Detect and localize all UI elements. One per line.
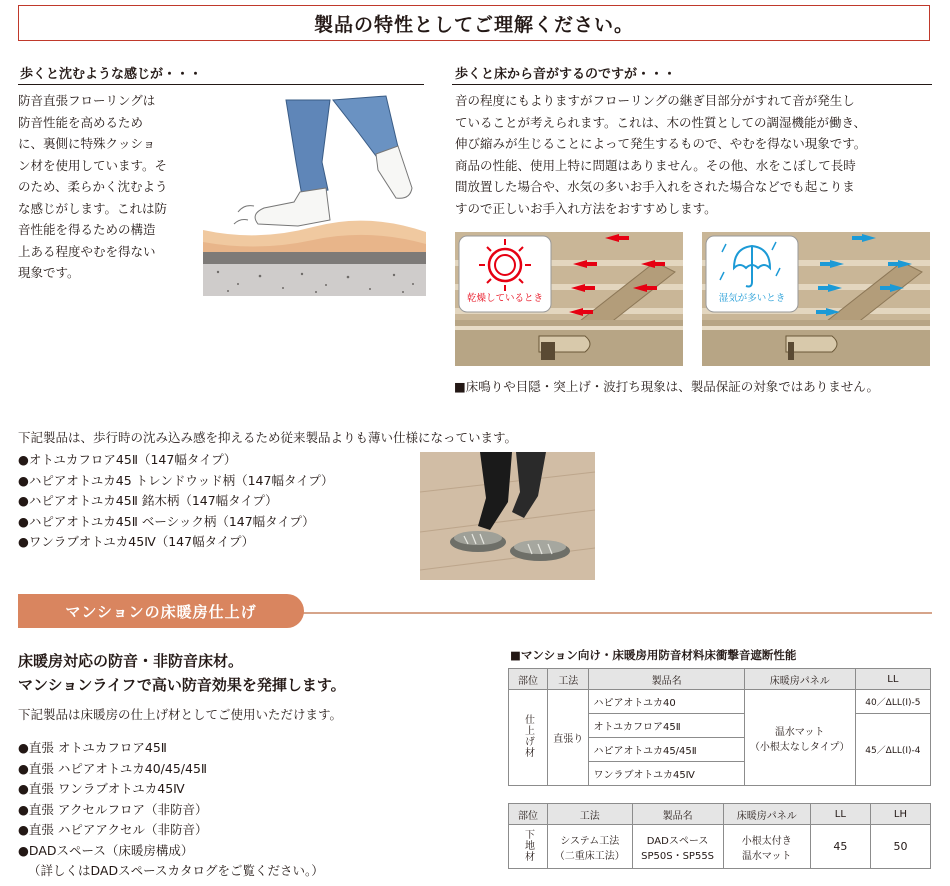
list-item: ●直張 ハピアオトユカ40/45/45Ⅱ (18, 760, 208, 776)
dry-floor-diagram (455, 232, 683, 366)
panel-text: 温水マット (741, 850, 792, 862)
list-item: ●ハピアオトユカ45Ⅱ 銘木柄（147幅タイプ） (18, 493, 278, 508)
header-cell: 部位 (509, 669, 548, 690)
left-line: のため、柔らかく沈むよう (18, 179, 168, 194)
part-cell (509, 825, 548, 869)
top-banner (18, 5, 930, 41)
right-line: 音の程度にもよりますがフローリングの継ぎ目部分がすれて音が発生し (455, 93, 855, 108)
product-text: DADスペース (646, 835, 709, 847)
list-item: ●直張 ハピアアクセル（非防音） (18, 822, 208, 837)
wet-floor-diagram (702, 232, 930, 366)
product-cell (632, 825, 723, 869)
header-cell: 工法 (548, 669, 589, 690)
right-line: 伸び縮みが生じることによって発生するもので、やむを得ない現象です。 (455, 136, 867, 151)
mansion-section-tab (18, 594, 304, 628)
mansion-product-list (18, 738, 324, 882)
left-line: ン材を使用しています。そ (18, 157, 168, 173)
banner-text: 製品の特性としてご理解ください。 (313, 13, 634, 36)
header-cell: 床暖房パネル (723, 804, 810, 825)
header-cell: LH (870, 804, 930, 825)
right-paragraph (455, 90, 935, 219)
ll-cell: 45／ΔLL(Ⅰ)-4 (855, 714, 930, 786)
method-cell: 直張り (548, 690, 589, 786)
left-line: 音性能を得るための構造 (18, 222, 156, 237)
ll-cell: 40／ΔLL(Ⅰ)-5 (855, 690, 930, 714)
mansion-intro: 下記製品は床暖房の仕上げ材としてご使用いただけます。 (18, 707, 343, 722)
right-heading: 歩くと床から音がするのですが・・・ (455, 67, 677, 82)
list-item: ●DADスペース（床暖房構成） (18, 842, 194, 858)
spec-table-base (508, 803, 931, 869)
right-line: すので正しいお手入れ方法をおすすめします。 (455, 200, 717, 216)
method-text: システム工法 (560, 835, 620, 847)
warranty-note: ■床鳴りや目隠・突上げ・波打ち現象は、製品保証の対象ではありません。 (454, 379, 880, 394)
table-header-row (509, 804, 931, 825)
table-header-row (509, 669, 931, 690)
left-line: 防音性能を高めるため (18, 114, 144, 130)
header-cell: 部位 (509, 804, 548, 825)
list-item: ●ハピアオトユカ45Ⅱ ベーシック柄（147幅タイプ） (18, 513, 315, 529)
list-item: ●ハピアオトユカ45 トレンドウッド柄（147幅タイプ） (18, 472, 334, 488)
product-cell: オトユカフロア45Ⅱ (589, 714, 744, 738)
left-line: 上ある程度やむを得ない (18, 243, 156, 259)
panel-cell (723, 825, 810, 869)
list-footnote: （詳しくはDADスペースカタログをご覧ください。） (28, 863, 324, 878)
mansion-headline-2: マンションライフで高い防音効果を発揮します。 (18, 676, 346, 694)
right-heading-rule (452, 84, 932, 85)
panel-text: 温水マット (774, 726, 825, 738)
part-text: 仕上げ材 (522, 714, 534, 758)
table-row (509, 825, 931, 869)
panel-text: （小根太なしタイプ） (749, 741, 850, 753)
list-item: ●直張 オトユカフロア45Ⅱ (18, 740, 167, 755)
panel-text: 小根太付き (741, 835, 792, 847)
list-item: ●直張 ワンラブオトユカ45Ⅳ (18, 781, 185, 796)
product-text: SP50S・SP55S (641, 850, 715, 862)
product-cell: ワンラブオトユカ45Ⅳ (589, 762, 744, 786)
mansion-headline-1: 床暖房対応の防音・非防音床材。 (18, 652, 244, 670)
right-line: 間放置した場合や、水気の多いお手入れをされた場合などでも起こりま (455, 179, 855, 194)
slippers-photo (420, 452, 595, 580)
lh-cell: 50 (870, 825, 930, 869)
right-line: 商品の性能、使用上特に問題はありません。その他、水をこぼして長時 (455, 157, 856, 173)
left-heading: 歩くと沈むような感じが・・・ (20, 67, 203, 82)
part-text: 下地材 (522, 828, 534, 862)
header-cell: LL (810, 804, 870, 825)
header-cell: 製品名 (632, 804, 723, 825)
ll-cell: 45 (810, 825, 870, 869)
method-cell (548, 825, 633, 869)
left-paragraph (18, 90, 198, 284)
spec-table-finish (508, 668, 931, 786)
list-item: ●直張 アクセルフロア（非防音） (18, 801, 208, 817)
product-cell: ハピアオトユカ45/45Ⅱ (589, 738, 744, 762)
table-row (509, 690, 931, 714)
left-line: 防音直張フローリングは (18, 93, 156, 108)
header-cell: 床暖房パネル (744, 669, 855, 690)
left-line: な感じがします。これは防 (18, 200, 168, 216)
wet-label: 湿気が多いとき (718, 293, 786, 304)
header-cell: 製品名 (589, 669, 744, 690)
product-cell: ハピアオトユカ40 (589, 690, 744, 714)
dry-label: 乾燥しているとき (466, 293, 543, 304)
header-cell: 工法 (548, 804, 633, 825)
part-cell (509, 690, 548, 786)
list-item: ●オトユカフロア45Ⅱ（147幅タイプ） (18, 452, 237, 467)
table-title: ■マンション向け・床暖房用防音材料床衝撃音遮断性能 (510, 648, 797, 662)
left-line: 現象です。 (18, 265, 80, 280)
left-heading-rule (18, 84, 424, 85)
mansion-section-title: マンションの床暖房仕上げ (65, 602, 257, 621)
panel-cell (744, 690, 855, 786)
walking-sinking-illustration (198, 92, 428, 300)
thin-product-list (18, 450, 333, 553)
right-line: ていることが考えられます。これは、木の性質としての調湿機能が働き、 (455, 114, 867, 130)
left-line: に、裏側に特殊クッショ (18, 136, 156, 151)
list-item: ●ワンラブオトユカ45Ⅳ（147幅タイプ） (18, 534, 255, 549)
header-cell: LL (855, 669, 930, 690)
thin-intro: 下記製品は、歩行時の沈み込み感を抑えるため従来製品よりも薄い仕様になっています。 (18, 430, 518, 445)
method-text: （二重床工法） (554, 850, 625, 862)
